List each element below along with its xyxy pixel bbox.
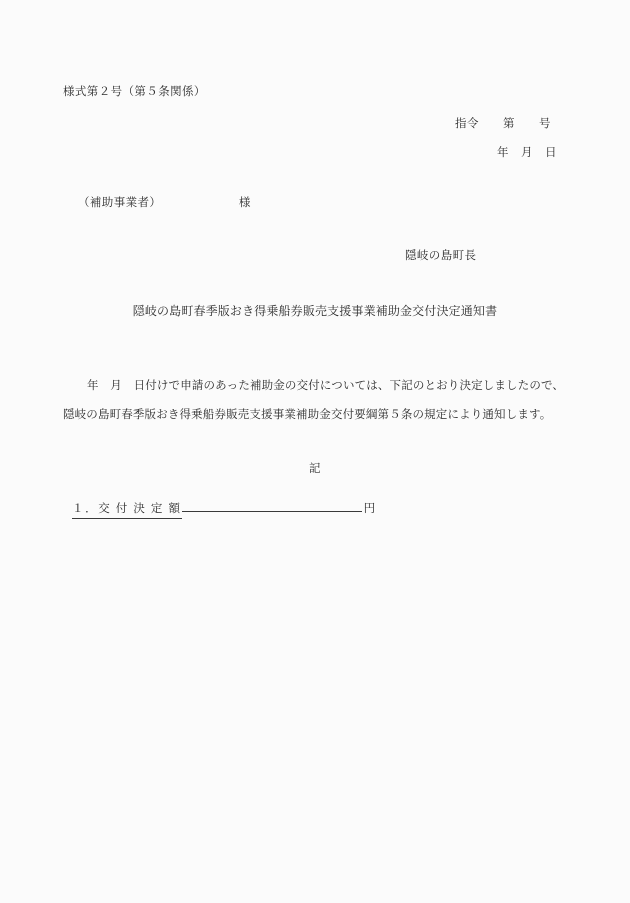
issue-date: 年 月 日: [497, 147, 557, 159]
body-line-1: 年 月 日付けで申請のあった補助金の交付については、下記のとおり決定しましたので、: [87, 380, 565, 392]
item-grant-amount-field[interactable]: [182, 509, 362, 512]
page-title: 隠岐の島町春季版おき得乗船券販売支援事業補助金交付決定通知書: [132, 304, 498, 318]
issuer-name: 隠岐の島町長: [405, 250, 477, 262]
issue-number: 指令 第 号: [455, 118, 551, 130]
form-number: 様式第２号（第５条関係）: [63, 86, 206, 98]
body-line-2: 隠岐の島町春季版おき得乗船券販売支援事業補助金交付要綱第５条の規定により通知します。: [63, 409, 552, 422]
item-grant-amount-label: １．交 付 決 定 額: [72, 500, 182, 519]
item-grant-amount-unit: 円: [363, 503, 376, 515]
ki-marker: 記: [309, 463, 321, 475]
recipient-line: （補助事業者） 様: [78, 197, 251, 209]
item-grant-amount: [72, 500, 376, 519]
body-paragraph: [63, 372, 575, 431]
